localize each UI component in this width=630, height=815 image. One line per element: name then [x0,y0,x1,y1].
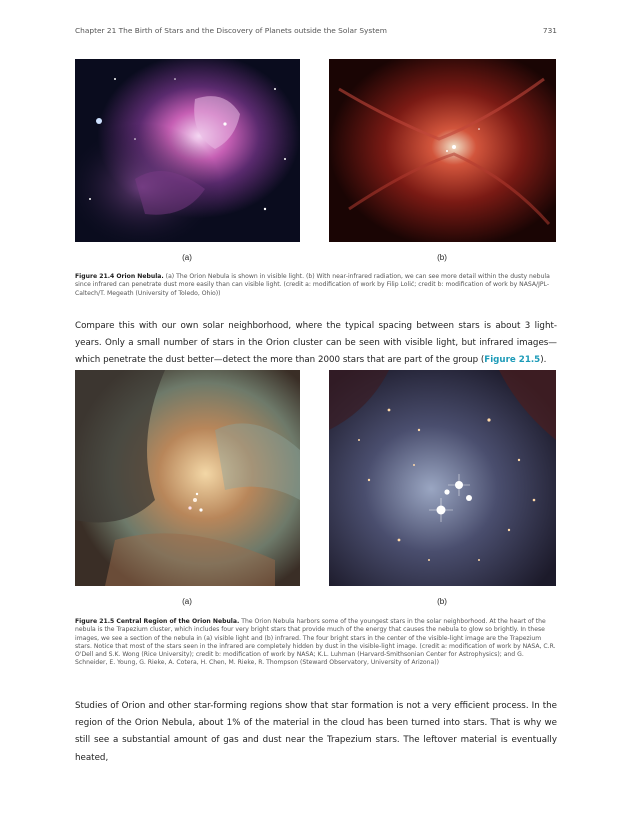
paragraph-1-text: Compare this with our own solar neighborhood, where the typical spacing between stars is about 3 light-years. Only a small number of stars in the Orion cluster can be seen with visible light, but infrared images—which penetrate the dust better—detect the more than 2000 stars that are part of the group ( [75,321,557,366]
orion-nebula-infrared-image [329,59,556,242]
orion-nebula-visible-image [75,59,300,242]
figure-21-5-label-b: (b) [437,597,447,606]
chapter-title: Chapter 21 The Birth of Stars and the Discovery of Planets outside the Solar System [75,26,387,35]
figure-21-4-label-a: (a) [182,253,192,262]
figure-21-4-caption [75,273,557,298]
page-number: 731 [542,26,557,35]
central-region-visible-image [75,370,300,586]
paragraph-2: Studies of Orion and other star-forming regions show that star formation is not a very efficient process. In the region of the Orion Nebula, about 1% of the material in the cloud has been turned into stars. That is why we still see a substantial amount of gas and dust near the Trapezium stars. The leftover material is eventually heated, [75,701,557,763]
figure-21-5-label-a: (a) [182,597,192,606]
figure-21-4-caption-title: Figure 21.4 Orion Nebula. [75,273,164,280]
figure-21-4-label-b: (b) [437,253,447,262]
figure-21-5-caption-text: The Orion Nebula harbors some of the youngest stars in the solar neighborhood. At the heart of the nebula is the Trapezium cluster, which includes four very bright stars that provide much of the energy that causes the nebula to glow so brightly. In these images, we see a section of the nebula in (a) visible light and (b) infrared. The four bright stars in the center of the visible-light image are the Trapezium stars. Notice that most of the stars seen in the infrared are completely hidden by dust in the visible-light image. (credit a: modification of work by NASA, C.R. O'Dell and S.K. Wong (Rice University); credit b: modification of work by NASA; K.L. Luhman (Harvard-Smithsonian Center for Astrophysics); and G. Schneider, E. Young, G. Rieke, A. Cotera, H. Chen, M. Rieke, R. Thompson (Steward Observatory, University of Arizona)) [75,618,556,667]
paragraph-1-text-end: ). [540,355,547,366]
figure-21-5-link[interactable]: Figure 21.5 [484,355,541,366]
figure-21-4-caption-text: (a) The Orion Nebula is shown in visible light. (b) With near-infrared radiation, we can see more detail within the dusty nebula since infrared can penetrate dust more easily than can visible light. (credit a: modification of work by Filip Lolić; credit b: modification of work by NASA/JPL-Caltech/T. Megeath (University of Toledo, Ohio)) [75,273,550,297]
paragraph-1 [75,318,557,370]
figure-21-5-caption [75,618,557,668]
running-header [75,26,557,38]
figure-21-5-caption-title: Figure 21.5 Central Region of the Orion Nebula. [75,618,240,625]
central-region-infrared-image [329,370,556,586]
